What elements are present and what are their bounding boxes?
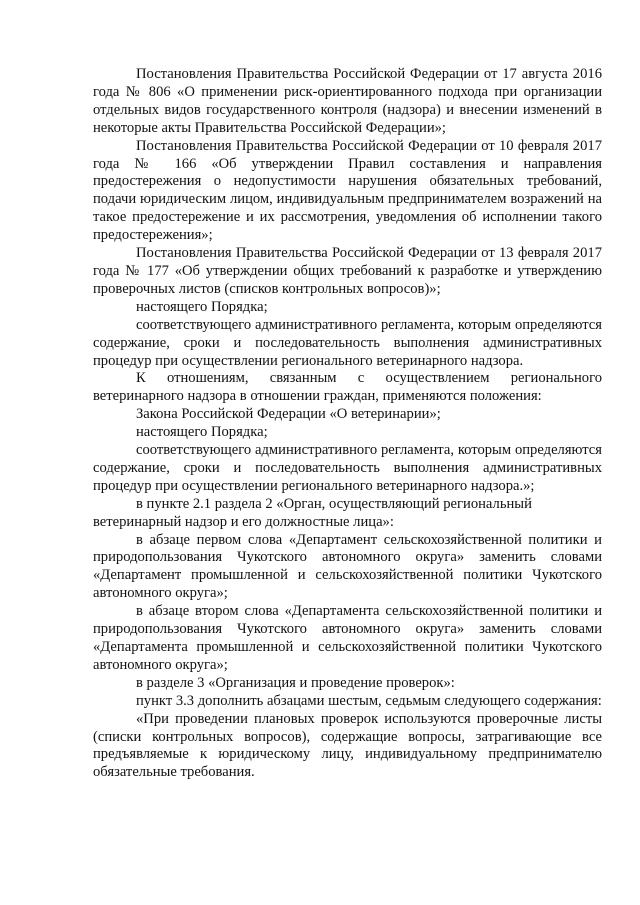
paragraph-this-order-2: настоящего Порядка; (136, 424, 268, 441)
paragraph-decree-166: Постановления Правительства Российской Федерации от 10 февраля 2017 года № 166 «Об утверждении Правил составления и направления предостережения о недопустимости нарушения обязательных требований, подачи юридическим лицом, индивидуальным предпринимателем возражений на такое предостережение и их рассмотрения, уведомления об исполнении такого предостережения»; (93, 137, 602, 244)
paragraph-admin-regulation-2: соответствующего административного регламента, которым определяются содержание, сроки и последовательность выполнения административных процедур при осуществлении регионального ветеринарного надзора.»; (93, 442, 602, 494)
paragraph-decree-806: Постановления Правительства Российской Федерации от 17 августа 2016 года № 806 «О применении риск-ориентированного подхода при организации отдельных видов государственного контроля (надзора) и внесении изменений в некоторые акты Правительства Российской Федерации»; (93, 66, 602, 136)
paragraph-second-abzac: в абзаце втором слова «Департамента сельскохозяйственной политики и природопользования Чукотского автономного округа» заменить словами «Департамента промышленной и сельскохозяйственной политики Чукотского автономного округа»; (93, 603, 602, 673)
paragraph-first-abzac: в абзаце первом слова «Департамент сельскохозяйственной политики и природопользования Чукотского автономного округа» заменить словами «Департамент промышленной и сельскохозяйственной политики Чукотского автономного округа»; (93, 531, 602, 602)
paragraph-clause-3-3: пункт 3.3 дополнить абзацами шестым, седьмым следующего содержания: (136, 692, 602, 709)
paragraph-decree-177: Постановления Правительства Российской Федерации от 13 февраля 2017 года № 177 «Об утверждении общих требований к разработке и утверждению проверочных листов (списков контрольных вопросов)»; (93, 245, 602, 297)
paragraph-clause-2-1: в пункте 2.1 раздела 2 «Орган, осуществляющий региональный ветеринарный надзор и его должностные лица»: (93, 495, 532, 530)
paragraph-admin-regulation: соответствующего административного регламента, которым определяются содержание, сроки и последовательность выполнения административных процедур при осуществлении регионального ветеринарного надзора. (93, 316, 602, 369)
paragraph-section-3: в разделе 3 «Организация и проведение проверок»: (136, 674, 455, 691)
paragraph-checklists: «При проведении плановых проверок используются проверочные листы (списки контрольных вопросов), содержащие вопросы, затрагивающие все предъявляемые к юридическому лицу, индивидуальному предпринимателю обязательные требования. (93, 710, 602, 781)
paragraph-citizens-relations: К отношениям, связанным с осуществлением регионального ветеринарного надзора в отношении граждан, применяются положения: (93, 370, 602, 405)
paragraph-this-order: настоящего Порядка; (136, 298, 268, 315)
paragraph-veterinary-law: Закона Российской Федерации «О ветеринарии»; (136, 406, 441, 423)
